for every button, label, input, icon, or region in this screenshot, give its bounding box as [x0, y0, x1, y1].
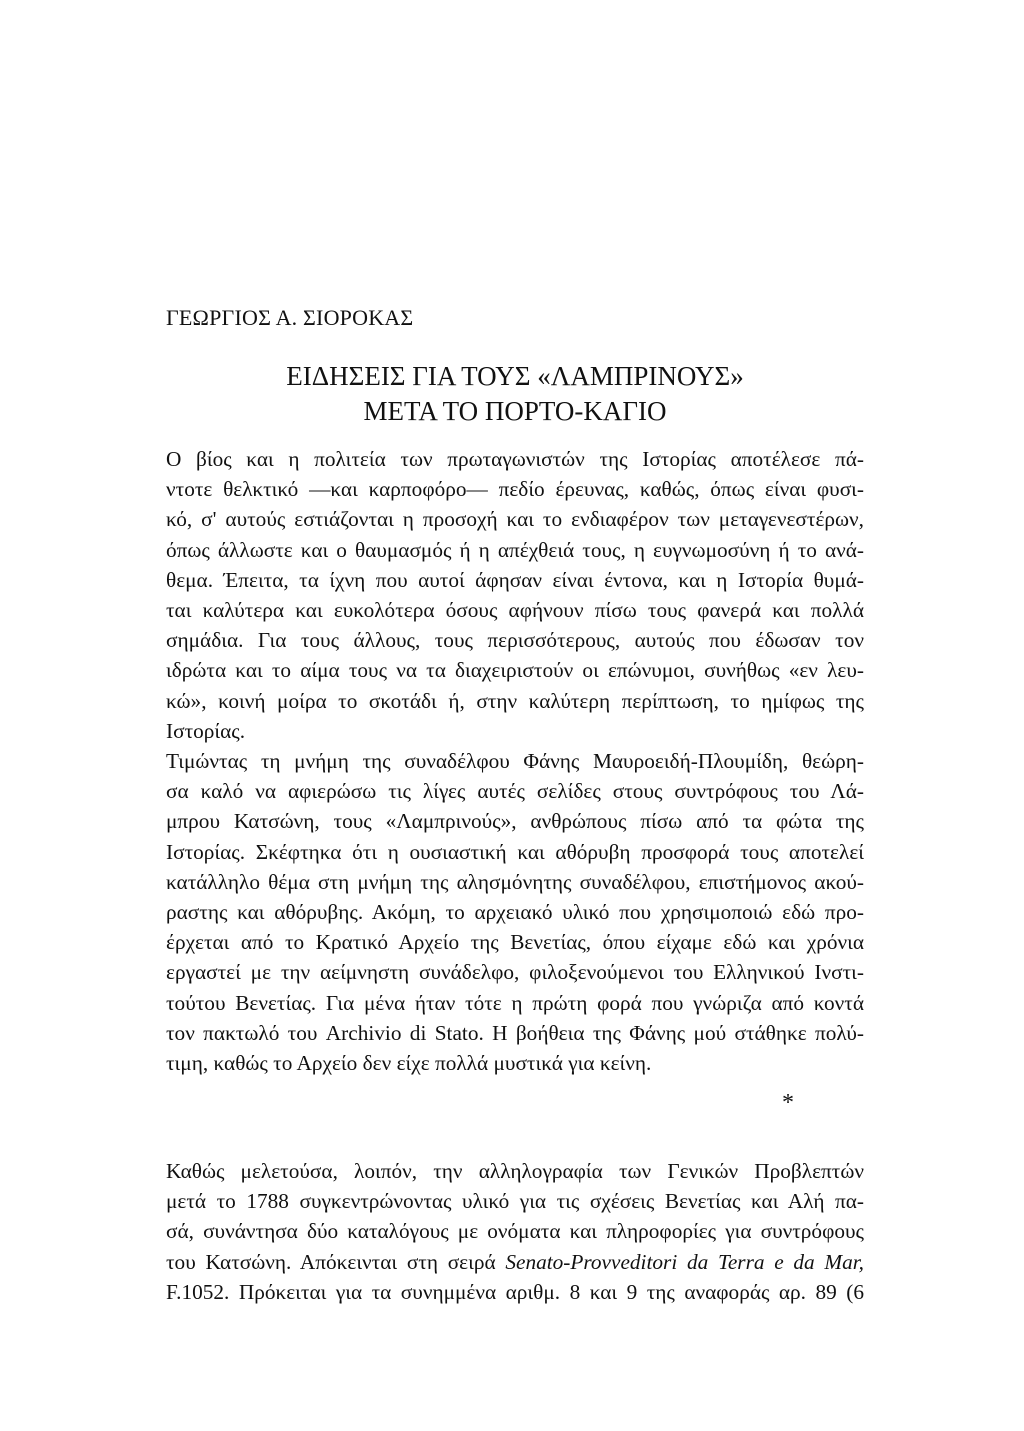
- archive-series-name: Senato-Provveditori da Terra e da Mar,: [505, 1249, 864, 1274]
- text-line: Τιμώντας τη μνήμη της συναδέλφου Φάνης Μαυροειδή-Πλουμίδη, θεώρη-: [166, 749, 864, 774]
- text-line: τον πακτωλό του Archivio di Stato. Η βοήθεια της Φάνης μού στάθηκε πολύ-: [166, 1020, 864, 1045]
- title-line-1: ΕΙΔΗΣΕΙΣ ΓΙΑ ΤΟΥΣ «ΛΑΜΠΡΙΝΟΥΣ»: [286, 361, 744, 391]
- paragraph-3: [166, 1156, 864, 1307]
- text-line: ιδρώτα και το αίμα τους να τα διαχειριστούν οι επώνυμοι, συνήθως «εν λευ-: [166, 658, 864, 683]
- text-run: του Κατσώνη. Απόκεινται στη σειρά: [166, 1249, 506, 1274]
- text-line: Ο βίος και η πολιτεία των πρωταγωνιστών της Ιστορίας αποτέλεσε πά-: [166, 447, 864, 471]
- text-line: τιμη, καθώς το Αρχείο δεν είχε πολλά μυστικά για κείνη.: [166, 1051, 652, 1076]
- text-line: κατάλληλο θέμα στη μνήμη της αλησμόνητης συναδέλφου, επιστήμονος ακού-: [166, 869, 864, 894]
- article-page: [166, 0, 864, 1431]
- paragraph-2: [166, 746, 864, 1078]
- text-line: έρχεται από το Κρατικό Αρχείο της Βενετίας, όπου είχαμε εδώ και χρόνια: [166, 930, 864, 955]
- text-line: ραστης και αθόρυβης. Ακόμη, το αρχειακό υλικό που χρησιμοποιώ εδώ προ-: [166, 900, 864, 925]
- section-separator: *: [782, 1090, 794, 1116]
- text-line: κό, σ' αυτούς εστιάζονται η προσοχή και το ενδιαφέρον των μεταγενεστέρων,: [166, 507, 864, 532]
- text-line: μπρου Κατσώνη, τους «Λαμπρινούς», ανθρώπους πίσω από τα φώτα της: [166, 809, 864, 834]
- text-line: Ιστορίας.: [166, 718, 246, 743]
- text-line: όπως άλλωστε και ο θαυμασμός ή η απέχθειά τους, η ευγνωμοσύνη ή το ανά-: [166, 537, 864, 562]
- text-line: τούτου Βενετίας. Για μένα ήταν τότε η πρώτη φορά που γνώριζα από κοντά: [166, 990, 864, 1015]
- text-line: θεμα. Έπειτα, τα ίχνη που αυτοί άφησαν είναι έντονα, και η Ιστορία θυμά-: [166, 567, 864, 592]
- title-line-2: ΜΕΤΑ ΤΟ ΠΟΡΤΟ-ΚΑΓΙΟ: [363, 396, 667, 426]
- text-line: [166, 1247, 864, 1277]
- author-name: ΓΕΩΡΓΙΟΣ Α. ΣΙΟΡΟΚΑΣ: [166, 305, 414, 330]
- text-line: ται καλύτερα και ευκολότερα όσους αφήνουν πίσω τους φανερά και πολλά: [166, 598, 864, 623]
- body-text: [166, 444, 864, 1078]
- text-line: εργαστεί με την αείμνηστη συνάδελφο, φιλοξενούμενοι του Ελληνικού Ινστι-: [166, 960, 864, 985]
- paragraph-1: [166, 444, 864, 746]
- text-line: σημάδια. Για τους άλλους, τους περισσότερους, αυτούς που έδωσαν τον: [166, 628, 864, 653]
- text-line: μετά το 1788 συγκεντρώνοντας υλικό για τις σχέσεις Βενετίας και Αλή πα-: [166, 1189, 864, 1214]
- text-line: Καθώς μελετούσα, λοιπόν, την αλληλογραφία των Γενικών Προβλεπτών: [166, 1159, 864, 1183]
- body-text-continued: [166, 1156, 864, 1307]
- text-line: σά, συνάντησα δύο καταλόγους με ονόματα και πληροφορίες για συντρόφους: [166, 1219, 864, 1244]
- text-line: ντοτε θελκτικό —και καρποφόρο— πεδίο έρευνας, καθώς, όπως είναι φυσι-: [166, 477, 864, 502]
- article-title: [166, 359, 864, 429]
- text-line: κώ», κοινή μοίρα το σκοτάδι ή, στην καλύτερη περίπτωση, το ημίφως της: [166, 688, 864, 713]
- text-line: F.1052. Πρόκειται για τα συνημμένα αριθμ. 8 και 9 της αναφοράς αρ. 89 (6: [166, 1279, 864, 1304]
- text-line: Ιστορίας. Σκέφτηκα ότι η ουσιαστική και αθόρυβη προσφορά τους αποτελεί: [166, 839, 864, 864]
- text-line: σα καλό να αφιερώσω τις λίγες αυτές σελίδες στους συντρόφους του Λά-: [166, 779, 864, 804]
